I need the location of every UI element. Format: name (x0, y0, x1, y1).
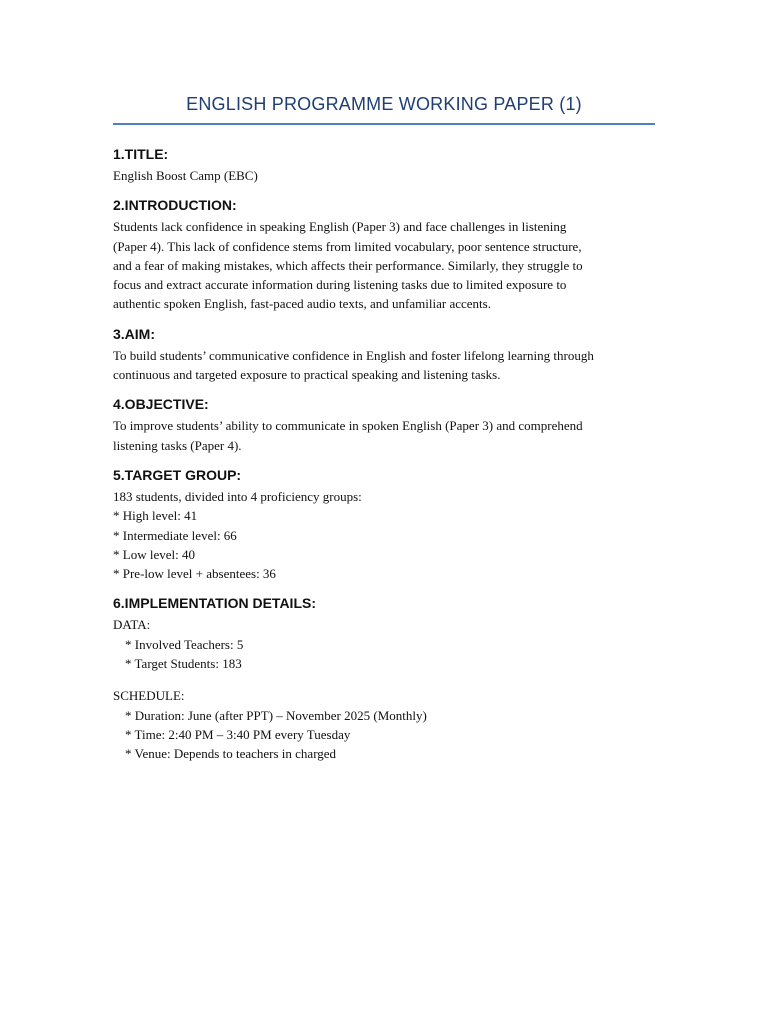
section-text (113, 346, 658, 385)
text-line: To build students’ communicative confidence in English and foster lifelong learning through (113, 347, 594, 363)
text-line: authentic spoken English, fast-paced audio texts, and unfamiliar accents. (113, 296, 491, 312)
list-item: * Low level: 40 (113, 546, 195, 562)
text-line: (Paper 4). This lack of confidence stems from limited vocabulary, poor sentence structure, (113, 238, 582, 254)
section-introduction (113, 195, 658, 313)
list-item: * Pre-low level + absentees: 36 (113, 566, 276, 582)
section-target-group (113, 465, 658, 583)
list-item: * Venue: Depends to teachers in charged (125, 746, 337, 762)
text-line: focus and extract accurate information during listening tasks due to limited exposure to (113, 277, 567, 293)
list-item: * Involved Teachers: 5 (125, 636, 244, 652)
section-title (113, 144, 658, 185)
section-text (113, 615, 658, 763)
section-objective (113, 394, 658, 455)
text-line: continuous and targeted exposure to practical speaking and listening tasks. (113, 367, 501, 383)
section-heading: 5.TARGET GROUP: (113, 466, 242, 483)
list-item: * High level: 41 (113, 508, 198, 524)
list-item: * Target Students: 183 (125, 656, 242, 672)
text-line: listening tasks (Paper 4). (113, 437, 242, 453)
section-heading: 6.IMPLEMENTATION DETAILS: (113, 595, 316, 612)
section-implementation (113, 593, 658, 763)
document-body (113, 144, 658, 774)
text-line: 183 students, divided into 4 proficiency groups: (113, 488, 362, 504)
spacer (113, 673, 658, 686)
section-text (113, 166, 658, 185)
section-heading: 1.TITLE: (113, 146, 169, 162)
section-heading: 4.OBJECTIVE: (113, 396, 209, 413)
section-aim (113, 324, 658, 385)
section-text (113, 487, 658, 583)
text-line: To improve students’ ability to communicate in spoken English (Paper 3) and comprehend (113, 418, 583, 434)
text-line: English Boost Camp (EBC) (113, 168, 258, 183)
section-text (113, 217, 658, 313)
text-line: Students lack confidence in speaking English (Paper 3) and face challenges in listening (113, 219, 567, 235)
data-label: DATA: (113, 617, 151, 633)
text-line: and a fear of making mistakes, which affects their performance. Similarly, they struggle to (113, 257, 583, 273)
schedule-label: SCHEDULE: (113, 688, 185, 704)
section-heading: 2.INTRODUCTION: (113, 197, 237, 214)
section-heading: 3.AIM: (113, 325, 155, 342)
document-title: ENGLISH PROGRAMME WORKING PAPER (1) (186, 94, 582, 114)
list-item: * Duration: June (after PPT) – November 2025 (Monthly) (125, 707, 427, 723)
section-text (113, 416, 658, 455)
list-item: * Intermediate level: 66 (113, 527, 237, 543)
list-item: * Time: 2:40 PM – 3:40 PM every Tuesday (125, 726, 351, 742)
title-underline (113, 123, 655, 125)
